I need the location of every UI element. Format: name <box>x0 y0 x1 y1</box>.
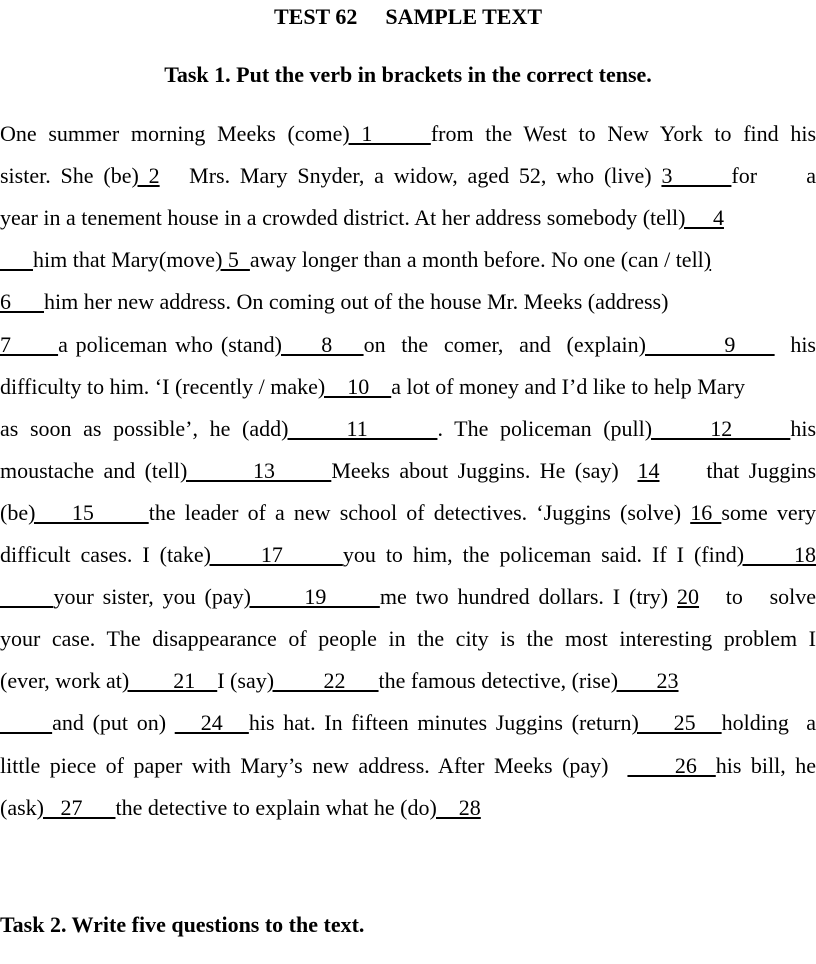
text-segment: to solve <box>699 584 816 610</box>
text-segment: difficult cases. I (take <box>0 542 204 567</box>
text-segment: him her new address. On coming out of the house Mr. Meeks (address) <box>44 289 669 315</box>
text-segment: his bill, he <box>715 752 816 778</box>
text-line <box>0 203 816 233</box>
answer-blank: ) 25 <box>631 710 722 736</box>
text-segment: me two hundred dollars. I (try) <box>379 584 678 610</box>
text-segment: your sister, you (pay <box>53 584 244 610</box>
answer-blank: ) 1 <box>342 121 431 146</box>
text-segment: his <box>774 331 816 357</box>
text-line <box>0 582 816 612</box>
answer-blank: ) 8 <box>274 331 364 357</box>
answer-blank: 7 <box>0 331 59 357</box>
answer-blank: 16 <box>690 499 722 525</box>
text-segment: a policeman who (stand <box>58 331 275 357</box>
text-line <box>0 287 816 317</box>
answer-blank: 26 <box>627 752 716 778</box>
text-line <box>0 666 816 696</box>
text-segment: the leader of a new school of detectives. ‘Juggins (solve) <box>148 499 691 525</box>
answer-blank: 6 <box>0 289 44 315</box>
text-line <box>0 624 816 654</box>
task2-instruction: Task 2. Write five questions to the text. <box>0 912 365 937</box>
text-line <box>0 751 816 781</box>
answer-blank: ) 17 <box>203 542 343 567</box>
answer-blank: 20 <box>677 584 700 610</box>
text-segment: (ask <box>0 794 37 820</box>
text-segment: his hat. In fifteen minutes Juggins (return <box>248 710 632 736</box>
test-title <box>0 4 816 30</box>
text-line <box>0 330 816 360</box>
text-segment: Mrs. Mary Snyder, a widow, aged 52, who (live) <box>159 163 662 189</box>
text-line <box>0 456 816 486</box>
text-segment: and (put on) <box>52 710 175 736</box>
answer-blank <box>0 247 33 272</box>
text-segment: a lot of money and I’d like to help Mary <box>391 373 745 399</box>
answer-blank <box>0 584 53 609</box>
text-segment: you to him, the policeman said. If I (find <box>342 542 737 567</box>
text-segment: I (say <box>217 668 267 694</box>
answer-blank: 3 <box>661 163 732 189</box>
text-line <box>0 540 816 570</box>
text-line <box>0 119 816 149</box>
answer-blank: ) 15 <box>28 499 149 525</box>
answer-blank: ) 13 <box>180 457 332 483</box>
answer-blank: ) 4 <box>678 205 724 231</box>
text-segment: moustache and (tell <box>0 457 181 483</box>
answer-blank: ) 27 <box>36 794 116 820</box>
answer-blank: ) 9 <box>638 331 775 357</box>
answer-blank: ) 12 <box>644 415 791 441</box>
text-segment: your case. The disappearance of people in the city is the most interesting problem I <box>0 626 816 652</box>
text-line <box>0 708 816 738</box>
text-segment: for a <box>731 163 816 189</box>
text-segment: One summer morning Meeks (come <box>0 121 343 146</box>
answer-blank: ) 18 <box>736 542 816 567</box>
answer-blank: ) <box>703 247 712 273</box>
answer-blank: ) 11 <box>281 415 438 441</box>
text-segment: him that Mary(move <box>33 247 216 273</box>
text-segment: some very <box>721 499 816 525</box>
answer-blank: ) 19 <box>243 584 380 610</box>
answer-blank <box>0 710 52 735</box>
answer-blank: 24 <box>174 710 249 736</box>
sample-text-label: SAMPLE TEXT <box>385 4 543 29</box>
text-segment: . The policeman (pull <box>437 415 645 441</box>
text-line <box>0 161 816 191</box>
test-number-label: TEST 62 <box>273 4 358 29</box>
text-line <box>0 414 816 444</box>
text-segment: away longer than a month before. No one (can / tell <box>249 247 704 273</box>
text-segment: (ever, work at <box>0 668 122 694</box>
answer-blank: ) 23 <box>610 668 679 694</box>
answer-blank: ) 10 <box>317 373 392 399</box>
text-segment: sister. She (be <box>0 163 132 189</box>
text-segment: holding a <box>721 710 816 736</box>
text-segment: (be <box>0 499 29 525</box>
text-line <box>0 498 816 528</box>
text-segment: that Juggins <box>659 457 816 483</box>
answer-blank: 14 <box>637 457 660 483</box>
text-segment: difficulty to him. ‘I (recently / make <box>0 373 318 399</box>
text-segment: Meeks about Juggins. He (say) <box>331 457 638 483</box>
text-segment: as soon as possible’, he (add <box>0 415 282 441</box>
text-segment: the detective to explain what he (do <box>115 794 430 820</box>
answer-blank: ) 22 <box>266 668 379 694</box>
text-segment: the famous detective, (rise <box>378 668 611 694</box>
text-segment: year in a tenement house in a crowded district. At her address somebody (tell <box>0 205 679 231</box>
text-line <box>0 245 816 275</box>
answer-blank: ) 28 <box>429 794 481 820</box>
text-segment: his <box>790 415 816 441</box>
answer-blank: ) 5 <box>215 247 250 273</box>
text-line <box>0 372 816 402</box>
text-segment: on the comer, and (explain <box>363 331 639 357</box>
text-segment: little piece of paper with Mary’s new address. After Meeks (pay) <box>0 752 628 778</box>
text-segment: from the West to New York to find his <box>430 121 816 146</box>
answer-blank: ) 21 <box>121 668 218 694</box>
text-line <box>0 793 816 823</box>
task1-instruction: Task 1. Put the verb in brackets in the correct tense. <box>164 62 652 87</box>
answer-blank: ) 2 <box>131 163 160 189</box>
